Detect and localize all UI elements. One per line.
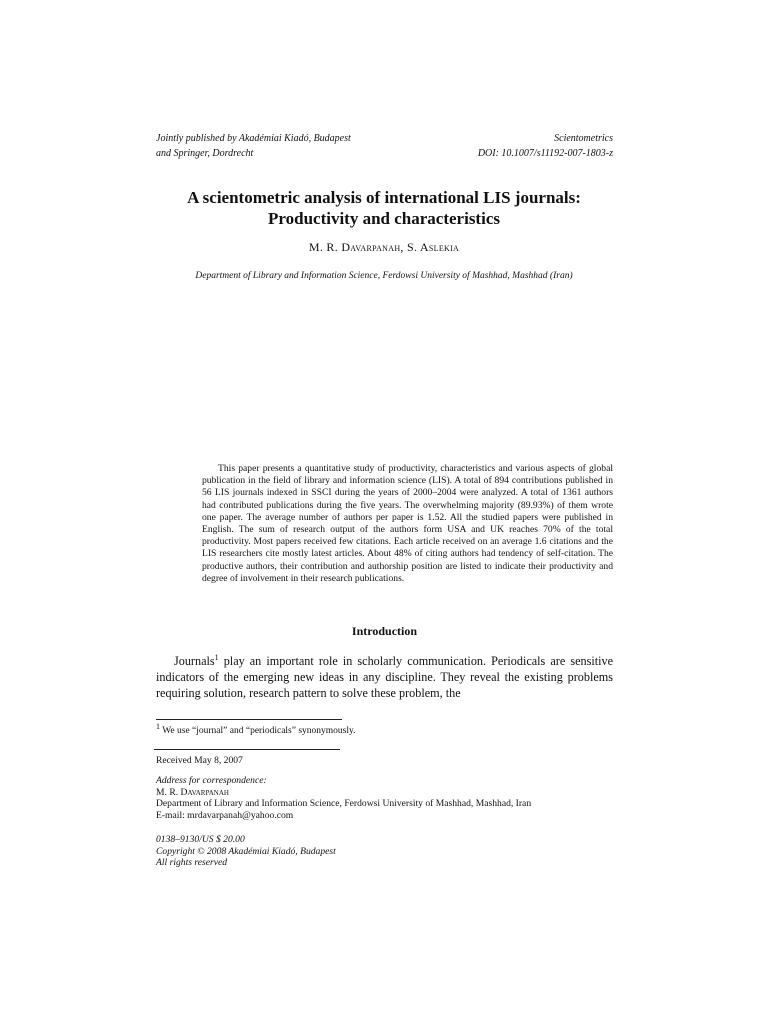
correspondence-block [156,775,613,822]
affiliation: Department of Library and Information Science, Ferdowsi University of Mashhad, Mashhad (Iran) [195,271,573,281]
introduction-paragraph [156,653,613,702]
section-heading-introduction: Introduction [351,624,418,638]
doi: DOI: 10.1007/s11192-007-1803-z [477,148,613,159]
paper-title-line-1: A scientometric analysis of international LIS journals: [187,188,581,207]
abstract-text: This paper presents a quantitative study of productivity, characteristics and various aspects of global publication in the field of library and information science (LIS). A total of 894 contributions published in 56 LIS journals indexed in SSCI during the years of 2000–2004 were analyzed. A total of 1361 authors had contributed publications during the five years. The overwhelming majority (89.93%) of them wrote one paper. The average number of authors per paper is 1.52. All the studied papers were published in English. The sum of research output of the authors form USA and UK reaches 70% of the total productivity. Most papers received few citations. Each article received on an average 1.6 citations and the LIS researchers cite mostly latest articles. About 48% of citing authors had tendency of self-citation. The productive authors, their contribution and authorship position are listed to indicate their productivity and degree of involvement in their research publications. [202,463,613,584]
introduction-body [156,653,613,702]
publisher-line-1: Jointly published by Akadémiai Kiadó, Budapest [156,133,351,144]
footer-divider [154,749,340,750]
footnote-mark: 1 [156,721,160,731]
footnote-text: We use “journal” and “periodicals” synonymously. [160,726,356,736]
publisher-line-2: and Springer, Dordrecht [156,148,254,159]
copyright-line: Copyright © 2008 Akadémiai Kiadó, Budapest [156,845,336,857]
correspondence-label: Address for correspondence: [156,775,267,786]
footnote-divider [156,719,342,720]
copyright-block [156,834,613,869]
correspondence-address: Department of Library and Information Science, Ferdowsi University of Mashhad, Mashhad, Iran [156,798,532,810]
paper-title [140,187,628,229]
footnote-reference: 1 [214,652,219,662]
correspondence-name: M. R. Davarpanah [156,786,229,798]
rights-line: All rights reserved [156,857,228,869]
paper-title-line-2: Productivity and characteristics [268,209,500,228]
correspondence-email: E-mail: mrdavarpanah@yahoo.com [156,810,294,822]
abstract [202,463,613,585]
introduction-text: play an important role in scholarly communication. Periodicals are sensitive indicators of the emerging new ideas in any discipline. They reveal the existing problems requiring solution, research pattern to solve these problem, the [156,654,613,701]
journal-name: Scientometrics [554,133,613,144]
price-code: 0138–9130/US $ 20.00 [156,834,245,845]
authors: M. R. Davarpanah, S. Aslekia [308,240,460,254]
footnote [156,721,613,737]
received-date: Received May 8, 2007 [156,755,243,766]
introduction-first-word: Journals [174,654,215,668]
journal-info [413,131,613,161]
publisher-info [156,131,416,161]
